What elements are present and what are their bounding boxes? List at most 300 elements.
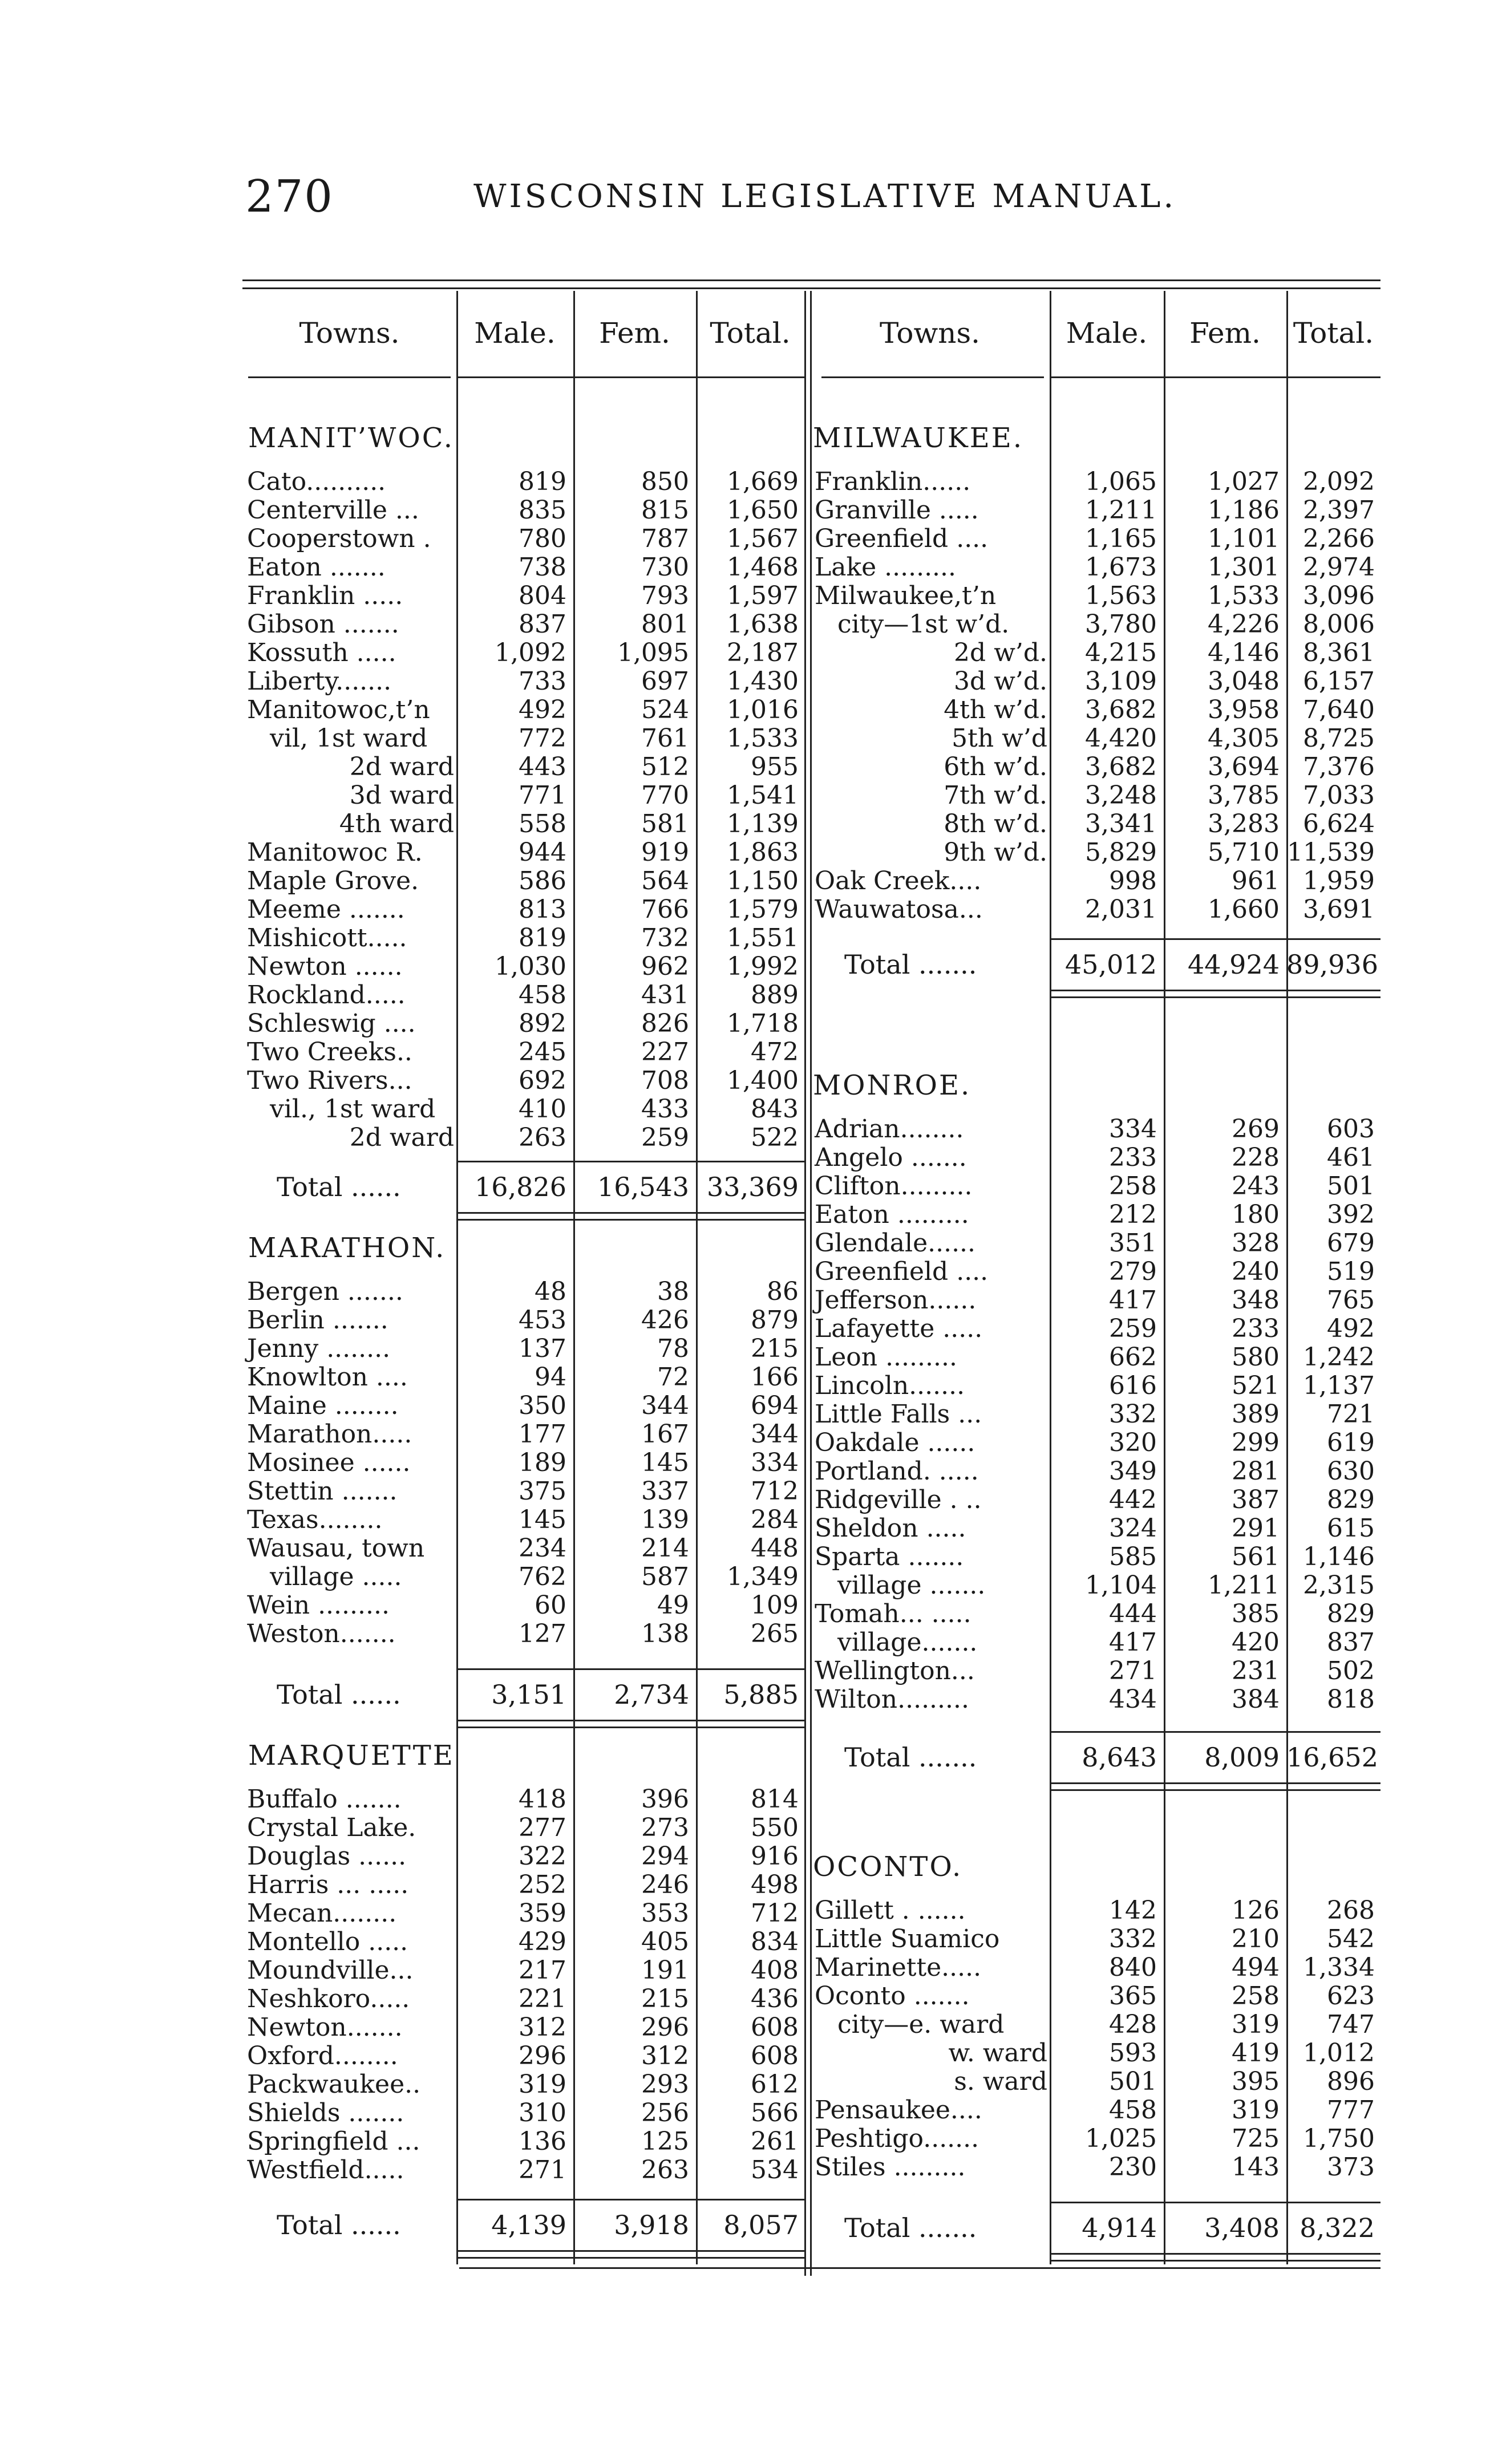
- total-count: 1,579: [727, 895, 799, 924]
- total-count: 166: [751, 1363, 799, 1392]
- male-count: 279: [1109, 1257, 1157, 1286]
- town-name: Wilton.........: [815, 1685, 969, 1714]
- total-count: 1,718: [727, 1009, 799, 1038]
- total-count: 1,242: [1303, 1343, 1375, 1372]
- male-count: 1,065: [1085, 467, 1157, 496]
- town-name: Clifton.........: [815, 1172, 973, 1201]
- male-count: 443: [519, 752, 566, 781]
- total-count: 916: [751, 1842, 799, 1871]
- male-count: 813: [519, 895, 566, 924]
- total-count: 1,012: [1303, 2039, 1375, 2068]
- total-count: 694: [751, 1391, 799, 1420]
- total-count: 1,349: [727, 1562, 799, 1591]
- male-count: 819: [519, 467, 566, 496]
- header-rule: [248, 376, 451, 378]
- male-count: 417: [1109, 1286, 1157, 1315]
- male-count: 334: [1109, 1115, 1157, 1144]
- total-count: 765: [1327, 1286, 1375, 1315]
- male-count: 145: [519, 1505, 566, 1534]
- female-count: 396: [641, 1785, 689, 1814]
- female-count: 233: [1232, 1314, 1280, 1343]
- female-count: 4,226: [1208, 610, 1280, 639]
- female-count: 730: [641, 553, 689, 582]
- total-count: 1,750: [1303, 2124, 1375, 2153]
- female-count: 1,027: [1208, 467, 1280, 496]
- male-count: 586: [519, 866, 566, 895]
- male-count: 136: [519, 2127, 566, 2156]
- town-name: Jenny ........: [247, 1334, 391, 1363]
- male-count: 4,420: [1085, 724, 1157, 753]
- female-count: 387: [1232, 1485, 1280, 1514]
- male-count: 320: [1109, 1428, 1157, 1457]
- total-male: 45,012: [1065, 949, 1157, 980]
- total-count: 777: [1327, 2096, 1375, 2125]
- sum-rule: [456, 2250, 804, 2252]
- sum-rule: [1050, 2260, 1380, 2262]
- total-count: 7,033: [1303, 781, 1375, 810]
- male-count: 332: [1109, 1924, 1157, 1954]
- total-female: 44,924: [1188, 949, 1280, 980]
- town-name: Kossuth .....: [247, 638, 396, 667]
- column-header-male: Male.: [1066, 317, 1148, 350]
- male-count: 429: [519, 1927, 566, 1956]
- total-count: 268: [1327, 1896, 1375, 1925]
- male-count: 616: [1109, 1371, 1157, 1400]
- male-count: 558: [519, 809, 566, 838]
- female-count: 353: [641, 1899, 689, 1928]
- total-count: 2,397: [1303, 496, 1375, 525]
- town-name: Sparta .......: [815, 1542, 964, 1571]
- sum-rule: [1050, 2253, 1380, 2255]
- female-count: 319: [1232, 2010, 1280, 2039]
- female-count: 787: [641, 524, 689, 553]
- town-name: Mecan........: [247, 1899, 397, 1928]
- total-count: 2,266: [1303, 524, 1375, 553]
- town-name: Angelo .......: [815, 1143, 967, 1172]
- male-count: 804: [519, 581, 566, 610]
- total-grand: 33,369: [707, 1172, 799, 1202]
- male-count: 5,829: [1085, 838, 1157, 867]
- total-count: 436: [751, 1984, 799, 2013]
- town-name: Greenfield ....: [815, 524, 989, 553]
- female-count: 561: [1232, 1542, 1280, 1571]
- female-count: 240: [1232, 1257, 1280, 1286]
- town-name: Gibson .......: [247, 610, 399, 639]
- top-rule: [242, 287, 1380, 289]
- male-count: 428: [1109, 2010, 1157, 2039]
- total-count: 215: [751, 1334, 799, 1363]
- total-count: 461: [1327, 1143, 1375, 1172]
- female-count: 38: [657, 1277, 689, 1306]
- total-count: 448: [751, 1534, 799, 1563]
- town-name: Texas........: [247, 1505, 383, 1534]
- female-count: 228: [1232, 1143, 1280, 1172]
- total-count: 522: [751, 1123, 799, 1152]
- column-header-male: Male.: [474, 317, 556, 350]
- town-name: Granville .....: [815, 496, 979, 525]
- male-count: 771: [519, 781, 566, 810]
- town-name: Mosinee ......: [247, 1448, 411, 1477]
- female-count: 420: [1232, 1628, 1280, 1657]
- total-count: 608: [751, 2041, 799, 2070]
- town-name: Douglas ......: [247, 1842, 407, 1871]
- total-count: 623: [1327, 1981, 1375, 2011]
- header-rule: [821, 376, 1044, 378]
- male-count: 453: [519, 1306, 566, 1335]
- total-female: 3,408: [1204, 2212, 1280, 2243]
- total-count: 879: [751, 1306, 799, 1335]
- total-count: 265: [751, 1619, 799, 1648]
- town-name: w. ward: [948, 2039, 1047, 2068]
- male-count: 277: [519, 1813, 566, 1842]
- total-count: 542: [1327, 1924, 1375, 1954]
- total-label: Total ......: [277, 1172, 401, 1202]
- female-count: 256: [641, 2098, 689, 2127]
- female-count: 125: [641, 2127, 689, 2156]
- town-name: Rockland.....: [247, 980, 406, 1010]
- total-count: 501: [1327, 1172, 1375, 1201]
- male-count: 762: [519, 1562, 566, 1591]
- total-count: 896: [1327, 2067, 1375, 2096]
- female-count: 258: [1232, 1981, 1280, 2011]
- male-count: 837: [519, 610, 566, 639]
- town-name: Weston.......: [247, 1619, 396, 1648]
- county-heading: MARATHON.: [248, 1232, 446, 1264]
- male-count: 840: [1109, 1953, 1157, 1982]
- sum-rule: [1050, 938, 1380, 940]
- town-name: Wauwatosa...: [815, 895, 983, 924]
- header-rule: [456, 376, 804, 378]
- male-count: 998: [1109, 866, 1157, 895]
- sum-rule: [1050, 2202, 1380, 2203]
- female-count: 214: [641, 1534, 689, 1563]
- total-count: 1,146: [1303, 1542, 1375, 1571]
- female-count: 494: [1232, 1953, 1280, 1982]
- town-name: Little Suamico: [815, 1924, 1000, 1954]
- male-count: 332: [1109, 1400, 1157, 1429]
- town-name: Marathon.....: [247, 1420, 412, 1449]
- female-count: 312: [641, 2041, 689, 2070]
- total-count: 6,157: [1303, 667, 1375, 696]
- male-count: 444: [1109, 1599, 1157, 1628]
- total-count: 1,334: [1303, 1953, 1375, 1982]
- total-count: 615: [1327, 1514, 1375, 1543]
- town-name: Oak Creek....: [815, 866, 982, 895]
- total-count: 261: [751, 2127, 799, 2156]
- male-count: 245: [519, 1038, 566, 1067]
- total-count: 834: [751, 1927, 799, 1956]
- total-label: Total .......: [844, 2212, 977, 2243]
- total-count: 344: [751, 1420, 799, 1449]
- male-count: 271: [519, 2155, 566, 2185]
- male-count: 252: [519, 1870, 566, 1899]
- male-count: 322: [519, 1842, 566, 1871]
- female-count: 296: [641, 2013, 689, 2042]
- female-count: 167: [641, 1420, 689, 1449]
- town-name: Buffalo .......: [247, 1785, 402, 1814]
- male-count: 312: [519, 2013, 566, 2042]
- female-count: 259: [641, 1123, 689, 1152]
- male-count: 692: [519, 1066, 566, 1095]
- total-count: 630: [1327, 1457, 1375, 1486]
- total-male: 4,914: [1082, 2212, 1157, 2243]
- page-header: [245, 171, 1386, 240]
- male-count: 417: [1109, 1628, 1157, 1657]
- total-count: 829: [1327, 1485, 1375, 1514]
- town-name: Jefferson......: [815, 1286, 977, 1315]
- female-count: 319: [1232, 2096, 1280, 2125]
- total-count: 1,597: [727, 581, 799, 610]
- town-name: Newton.......: [247, 2013, 403, 2042]
- female-count: 919: [641, 838, 689, 867]
- total-female: 2,734: [614, 1679, 689, 1710]
- male-count: 127: [519, 1619, 566, 1648]
- town-name: Liberty.......: [247, 667, 392, 696]
- male-count: 94: [535, 1363, 566, 1392]
- male-count: 310: [519, 2098, 566, 2127]
- center-double-rule: [810, 291, 812, 2276]
- town-name: Wausau, town: [247, 1534, 425, 1563]
- male-count: 4,215: [1085, 638, 1157, 667]
- total-grand: 89,936: [1286, 949, 1378, 980]
- town-name: Lafayette .....: [815, 1314, 983, 1343]
- male-count: 217: [519, 1956, 566, 1985]
- total-label: Total ......: [277, 1679, 401, 1710]
- female-count: 850: [641, 467, 689, 496]
- total-count: 3,691: [1303, 895, 1375, 924]
- male-count: 585: [1109, 1542, 1157, 1571]
- town-name: Franklin......: [815, 467, 971, 496]
- female-count: 524: [641, 695, 689, 724]
- total-count: 519: [1327, 1257, 1375, 1286]
- county-heading: MANIT’WOC.: [248, 422, 455, 454]
- town-name: village.......: [837, 1628, 978, 1657]
- town-name: Meeme .......: [247, 895, 405, 924]
- town-name: Gillett . ......: [815, 1896, 966, 1925]
- female-count: 961: [1232, 866, 1280, 895]
- male-count: 1,563: [1085, 581, 1157, 610]
- town-name: Adrian........: [815, 1115, 964, 1144]
- female-count: 145: [641, 1448, 689, 1477]
- male-count: 263: [519, 1123, 566, 1152]
- male-count: 365: [1109, 1981, 1157, 2011]
- town-name: Cooperstown .: [247, 524, 431, 553]
- town-name: Moundville...: [247, 1956, 414, 1985]
- town-name: vil, 1st ward: [270, 724, 428, 753]
- male-count: 3,682: [1085, 695, 1157, 724]
- total-count: 1,400: [727, 1066, 799, 1095]
- total-count: 1,150: [727, 866, 799, 895]
- column-header-towns: Towns.: [879, 317, 981, 350]
- town-name: Packwaukee..: [247, 2070, 421, 2099]
- female-count: 5,710: [1208, 838, 1280, 867]
- male-count: 3,341: [1085, 809, 1157, 838]
- town-name: Shields .......: [247, 2098, 404, 2127]
- male-count: 359: [519, 1899, 566, 1928]
- female-count: 72: [657, 1363, 689, 1392]
- male-count: 349: [1109, 1457, 1157, 1486]
- female-count: 770: [641, 781, 689, 810]
- total-count: 86: [767, 1277, 799, 1306]
- town-name: Wellington...: [815, 1656, 975, 1685]
- town-name: village .......: [837, 1571, 986, 1600]
- total-count: 837: [1327, 1628, 1375, 1657]
- female-count: 1,533: [1208, 581, 1280, 610]
- town-name: Lake .........: [815, 553, 957, 582]
- total-count: 829: [1327, 1599, 1375, 1628]
- female-count: 4,305: [1208, 724, 1280, 753]
- female-count: 512: [641, 752, 689, 781]
- male-count: 177: [519, 1420, 566, 1449]
- female-count: 243: [1232, 1172, 1280, 1201]
- total-male: 3,151: [491, 1679, 566, 1710]
- total-count: 721: [1327, 1400, 1375, 1429]
- total-count: 712: [751, 1477, 799, 1506]
- sum-rule: [1050, 1789, 1380, 1791]
- total-count: 843: [751, 1095, 799, 1124]
- town-name: Sheldon .....: [815, 1514, 966, 1543]
- sum-rule: [456, 1212, 804, 1214]
- town-name: 3d ward: [349, 781, 454, 810]
- female-count: 3,283: [1208, 809, 1280, 838]
- male-count: 221: [519, 1984, 566, 2013]
- town-name: Tomah... .....: [815, 1599, 971, 1628]
- column-header-fem: Fem.: [1189, 317, 1261, 350]
- total-count: 11,539: [1287, 838, 1375, 867]
- female-count: 293: [641, 2070, 689, 2099]
- male-count: 2,031: [1085, 895, 1157, 924]
- total-count: 8,361: [1303, 638, 1375, 667]
- male-count: 738: [519, 553, 566, 582]
- female-count: 273: [641, 1813, 689, 1842]
- female-count: 389: [1232, 1400, 1280, 1429]
- male-count: 271: [1109, 1656, 1157, 1685]
- female-count: 1,095: [617, 638, 689, 667]
- male-count: 458: [519, 980, 566, 1010]
- male-count: 835: [519, 496, 566, 525]
- town-name: Stiles .........: [815, 2153, 966, 2182]
- town-name: Newton ......: [247, 952, 403, 981]
- town-name: Harris ... .....: [247, 1870, 409, 1899]
- total-count: 8,725: [1303, 724, 1375, 753]
- sum-rule: [1050, 996, 1380, 998]
- female-count: 143: [1232, 2153, 1280, 2182]
- female-count: 328: [1232, 1229, 1280, 1258]
- female-count: 1,660: [1208, 895, 1280, 924]
- town-name: Knowlton ....: [247, 1363, 408, 1392]
- total-count: 492: [1327, 1314, 1375, 1343]
- town-name: Glendale......: [815, 1229, 976, 1258]
- total-count: 889: [751, 980, 799, 1010]
- town-name: Two Creeks..: [247, 1038, 412, 1067]
- town-name: 3d w’d.: [954, 667, 1047, 696]
- female-count: 1,211: [1208, 1571, 1280, 1600]
- town-name: Maple Grove.: [247, 866, 419, 895]
- female-count: 294: [641, 1842, 689, 1871]
- total-female: 8,009: [1204, 1742, 1280, 1773]
- female-count: 581: [641, 809, 689, 838]
- male-count: 296: [519, 2041, 566, 2070]
- female-count: 708: [641, 1066, 689, 1095]
- sum-rule: [456, 1720, 804, 1721]
- town-name: Little Falls ...: [815, 1400, 982, 1429]
- town-name: Peshtigo.......: [815, 2124, 979, 2153]
- total-count: 1,992: [727, 952, 799, 981]
- male-count: 1,211: [1085, 496, 1157, 525]
- top-rule: [242, 279, 1380, 281]
- female-count: 384: [1232, 1685, 1280, 1714]
- female-count: 126: [1232, 1896, 1280, 1925]
- total-count: 712: [751, 1899, 799, 1928]
- total-female: 3,918: [614, 2210, 689, 2240]
- male-count: 892: [519, 1009, 566, 1038]
- male-count: 1,025: [1085, 2124, 1157, 2153]
- sum-rule: [456, 1219, 804, 1221]
- town-name: Mishicott.....: [247, 923, 407, 953]
- male-count: 319: [519, 2070, 566, 2099]
- total-count: 498: [751, 1870, 799, 1899]
- total-count: 1,430: [727, 667, 799, 696]
- town-name: 6th w’d.: [944, 752, 1047, 781]
- town-name: city—1st w’d.: [837, 610, 1010, 639]
- town-name: Oakdale ......: [815, 1428, 975, 1457]
- female-count: 180: [1232, 1200, 1280, 1229]
- male-count: 1,165: [1085, 524, 1157, 553]
- town-name: Franklin .....: [247, 581, 403, 610]
- total-count: 7,376: [1303, 752, 1375, 781]
- town-name: Greenfield ....: [815, 1257, 989, 1286]
- town-name: 4th ward: [339, 809, 454, 838]
- total-count: 1,533: [727, 724, 799, 753]
- female-count: 138: [641, 1619, 689, 1648]
- sum-rule: [456, 2199, 804, 2200]
- total-count: 2,974: [1303, 553, 1375, 582]
- female-count: 337: [641, 1477, 689, 1506]
- male-count: 418: [519, 1785, 566, 1814]
- male-count: 501: [1109, 2067, 1157, 2096]
- male-count: 3,780: [1085, 610, 1157, 639]
- total-count: 1,541: [727, 781, 799, 810]
- total-count: 3,096: [1303, 581, 1375, 610]
- female-count: 564: [641, 866, 689, 895]
- total-count: 1,137: [1303, 1371, 1375, 1400]
- total-label: Total ......: [277, 2210, 401, 2240]
- county-heading: OCONTO.: [813, 1851, 963, 1883]
- total-count: 502: [1327, 1656, 1375, 1685]
- female-count: 78: [657, 1334, 689, 1363]
- total-count: 1,016: [727, 695, 799, 724]
- female-count: 348: [1232, 1286, 1280, 1315]
- female-count: 395: [1232, 2067, 1280, 2096]
- female-count: 3,048: [1208, 667, 1280, 696]
- female-count: 227: [641, 1038, 689, 1067]
- male-count: 780: [519, 524, 566, 553]
- town-name: Portland. .....: [815, 1457, 979, 1486]
- female-count: 1,186: [1208, 496, 1280, 525]
- column-header-total: Total.: [1293, 317, 1374, 350]
- total-count: 550: [751, 1813, 799, 1842]
- male-count: 733: [519, 667, 566, 696]
- female-count: 263: [641, 2155, 689, 2185]
- total-count: 608: [751, 2013, 799, 2042]
- total-count: 2,187: [727, 638, 799, 667]
- female-count: 725: [1232, 2124, 1280, 2153]
- total-count: 1,638: [727, 610, 799, 639]
- female-count: 766: [641, 895, 689, 924]
- female-count: 246: [641, 1870, 689, 1899]
- town-name: vil., 1st ward: [270, 1095, 436, 1124]
- female-count: 826: [641, 1009, 689, 1038]
